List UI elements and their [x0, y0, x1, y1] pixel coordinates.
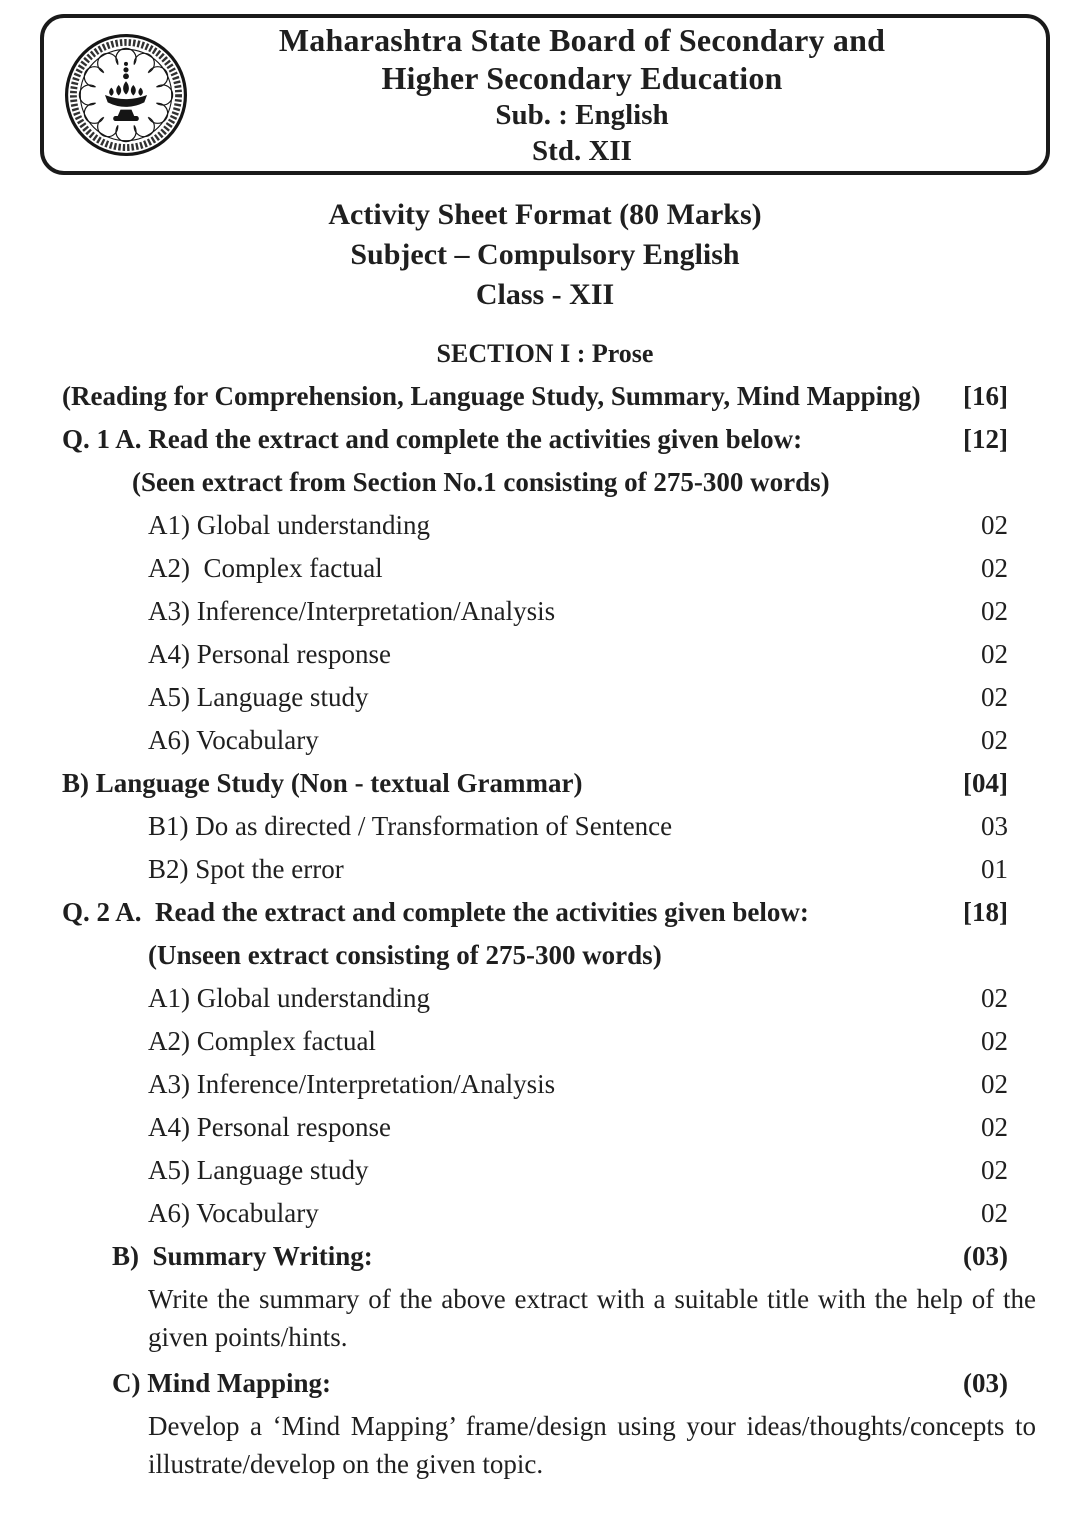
row-label: A2) Complex factual: [148, 553, 383, 583]
section-row: [62, 1362, 1008, 1405]
board-name-line1: Maharashtra State Board of Secondary and: [278, 21, 886, 58]
section-row: [62, 461, 1008, 504]
row-label: B2) Spot the error: [148, 854, 344, 884]
row-label: A5) Language study: [148, 682, 369, 712]
mind-mapping-instruction: Develop a ‘Mind Mapping’ frame/design using your ideas/thoughts/concepts to illustrate/develop on the given topic.: [148, 1411, 1036, 1479]
section-row: [62, 547, 1008, 590]
row-marks: 02: [981, 682, 1008, 712]
subject-line: Sub. : English: [495, 98, 669, 131]
section-row: [62, 590, 1008, 633]
row-label: C) Mind Mapping:: [112, 1368, 332, 1398]
board-name-line2: Higher Secondary Education: [381, 59, 783, 96]
section-row: [62, 1235, 1008, 1278]
row-label: A6) Vocabulary: [148, 725, 319, 755]
row-label: A3) Inference/Interpretation/Analysis: [148, 1069, 556, 1099]
row-marks: 02: [981, 983, 1008, 1013]
summary-writing-instruction: Write the summary of the above extract with a suitable title with the help of the given points/hints.: [148, 1284, 1036, 1352]
section-row: [62, 1192, 1008, 1235]
row-marks: (03): [963, 1368, 1008, 1398]
row-marks: 02: [981, 596, 1008, 626]
row-marks: (03): [963, 1241, 1008, 1271]
row-marks: 02: [981, 510, 1008, 540]
row-label: A5) Language study: [148, 1155, 369, 1185]
row-marks: [04]: [963, 768, 1008, 798]
row-label: Q. 1 A. Read the extract and complete the activities given below:: [62, 424, 803, 454]
row-label: (Unseen extract consisting of 275-300 words): [148, 940, 662, 970]
board-seal-icon: [62, 31, 190, 159]
row-marks: 02: [981, 1155, 1008, 1185]
section-row: [62, 977, 1008, 1020]
section-row: [62, 504, 1008, 547]
section-row: [62, 1106, 1008, 1149]
row-marks: 02: [981, 639, 1008, 669]
section-row: [62, 934, 1008, 977]
row-marks: [12]: [963, 424, 1008, 454]
section-row: [62, 805, 1008, 848]
row-marks: 01: [981, 854, 1008, 884]
section-row: [62, 633, 1008, 676]
section-row: [62, 1020, 1008, 1063]
section-row: [62, 762, 1008, 805]
row-label: (Seen extract from Section No.1 consisting of 275-300 words): [132, 467, 830, 497]
row-label: B1) Do as directed / Transformation of Sentence: [148, 811, 673, 841]
row-marks: 02: [981, 725, 1008, 755]
section-row: [62, 676, 1008, 719]
doc-title-line2: Subject – Compulsory English: [350, 238, 740, 271]
row-label: A1) Global understanding: [148, 983, 430, 1013]
row-label: A4) Personal response: [148, 639, 391, 669]
row-marks: 03: [981, 811, 1008, 841]
section-row: [62, 418, 1008, 461]
document-title: [0, 195, 1090, 315]
row-label: Q. 2 A. Read the extract and complete the activities given below:: [62, 897, 809, 927]
row-label: A2) Complex factual: [148, 1026, 376, 1056]
section-content: [62, 375, 1036, 1483]
doc-title-line3: Class - XII: [475, 278, 615, 311]
row-marks: 02: [981, 1026, 1008, 1056]
section-heading: SECTION I : Prose: [436, 339, 654, 368]
row-marks: 02: [981, 553, 1008, 583]
row-label: A1) Global understanding: [148, 510, 430, 540]
row-label: A6) Vocabulary: [148, 1198, 319, 1228]
row-marks: [18]: [963, 897, 1008, 927]
section-row: [62, 848, 1008, 891]
row-label: A4) Personal response: [148, 1112, 391, 1142]
row-label: A3) Inference/Interpretation/Analysis: [148, 596, 556, 626]
row-marks: [16]: [963, 381, 1008, 411]
row-label: B) Language Study (Non - textual Grammar): [62, 768, 583, 798]
row-label: (Reading for Comprehension, Language Study, Summary, Mind Mapping): [62, 381, 921, 411]
section-row: [62, 1149, 1008, 1192]
doc-title-line1: Activity Sheet Format (80 Marks): [328, 198, 762, 231]
section-row: [62, 891, 1008, 934]
row-label: B) Summary Writing:: [112, 1241, 373, 1271]
row-marks: 02: [981, 1112, 1008, 1142]
standard-line: Std. XII: [532, 134, 632, 167]
section-row: [62, 719, 1008, 762]
header-title: [190, 21, 1046, 169]
section-row: [62, 375, 1008, 418]
section-row: [62, 1063, 1008, 1106]
header-box: [40, 14, 1050, 175]
row-marks: 02: [981, 1198, 1008, 1228]
row-marks: 02: [981, 1069, 1008, 1099]
